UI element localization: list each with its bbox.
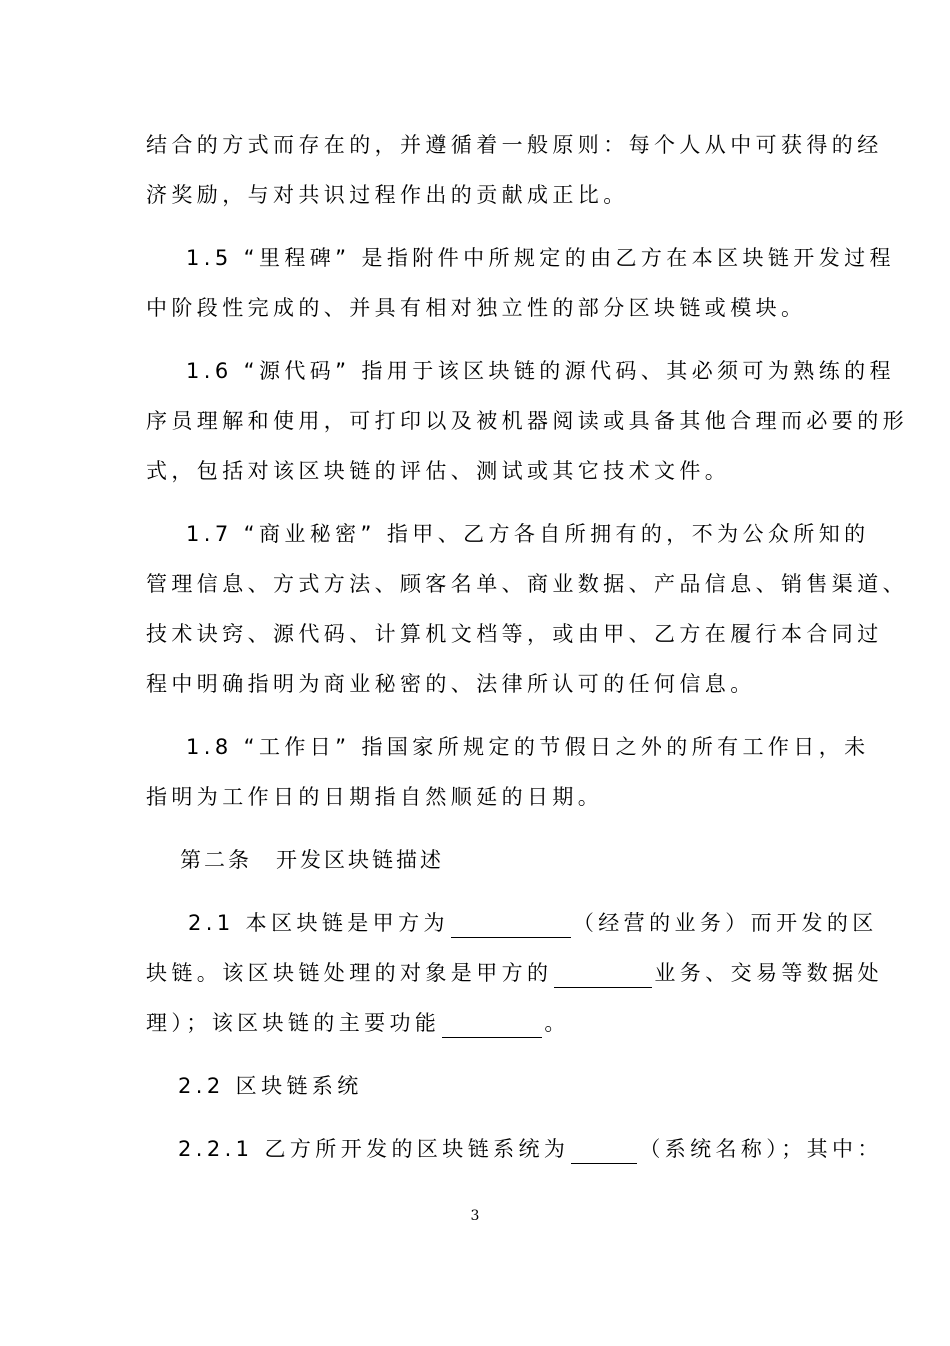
clause-2-2-heading: 2.2 区块链系统 (178, 1074, 363, 1098)
paragraph-line: 济奖励，与对共识过程作出的贡献成正比。 (146, 183, 629, 207)
system-name-blank-field[interactable] (571, 1141, 637, 1164)
paragraph-line: 中阶段性完成的、并具有相对独立性的部分区块链或模块。 (146, 296, 807, 320)
clause-2-1-text: 理）；该区块链的主要功能 (146, 1011, 441, 1035)
clause-2-1-text: 2.1 本区块链是甲方为 (188, 911, 449, 935)
article-2-heading: 第二条 开发区块链描述 (180, 848, 444, 872)
paragraph-line: 结合的方式而存在的，并遵循着一般原则：每个人从中可获得的经 (146, 133, 883, 157)
clause-2-1-line (146, 1008, 570, 1038)
main-function-blank-field[interactable] (442, 1015, 542, 1038)
clause-1-5-line: 1.5 “里程碑” 是指附件中所规定的由乙方在本区块链开发过程 (186, 246, 895, 270)
business-blank-field[interactable] (451, 915, 571, 938)
paragraph-line: 式，包括对该区块链的评估、测试或其它技术文件。 (146, 459, 731, 483)
clause-1-7-line: 1.7 “商业秘密” 指甲、乙方各自所拥有的，不为公众所知的 (186, 522, 870, 546)
clause-2-1-line (146, 958, 883, 988)
clause-2-1-line (188, 908, 878, 938)
page-number: 3 (470, 1208, 480, 1224)
clause-1-6-line: 1.6 “源代码” 指用于该区块链的源代码、其必须可为熟练的程 (186, 359, 895, 383)
clause-2-2-1-line (178, 1134, 883, 1164)
paragraph-line: 技术诀窍、源代码、计算机文档等，或由甲、乙方在履行本合同过 (146, 622, 883, 646)
clause-2-1-text: （经营的业务）而开发的区 (572, 911, 878, 935)
clause-2-2-1-text: （系统名称）；其中： (639, 1137, 883, 1161)
paragraph-line: 指明为工作日的日期指自然顺延的日期。 (146, 785, 604, 809)
clause-2-2-1-text: 2.2.1 乙方所开发的区块链系统为 (178, 1137, 570, 1161)
paragraph-line: 管理信息、方式方法、顾客名单、商业数据、产品信息、销售渠道、 (146, 572, 908, 596)
clause-2-1-text: 业务、交易等数据处 (654, 961, 884, 985)
clause-2-1-text: 块链。该区块链处理的对象是甲方的 (146, 961, 553, 985)
data-object-blank-field[interactable] (554, 965, 652, 988)
paragraph-line: 程中明确指明为商业秘密的、法律所认可的任何信息。 (146, 672, 756, 696)
clause-2-1-text: 。 (544, 1011, 570, 1035)
clause-1-8-line: 1.8 “工作日” 指国家所规定的节假日之外的所有工作日，未 (186, 735, 870, 759)
paragraph-line: 序员理解和使用，可打印以及被机器阅读或具备其他合理而必要的形 (146, 409, 908, 433)
